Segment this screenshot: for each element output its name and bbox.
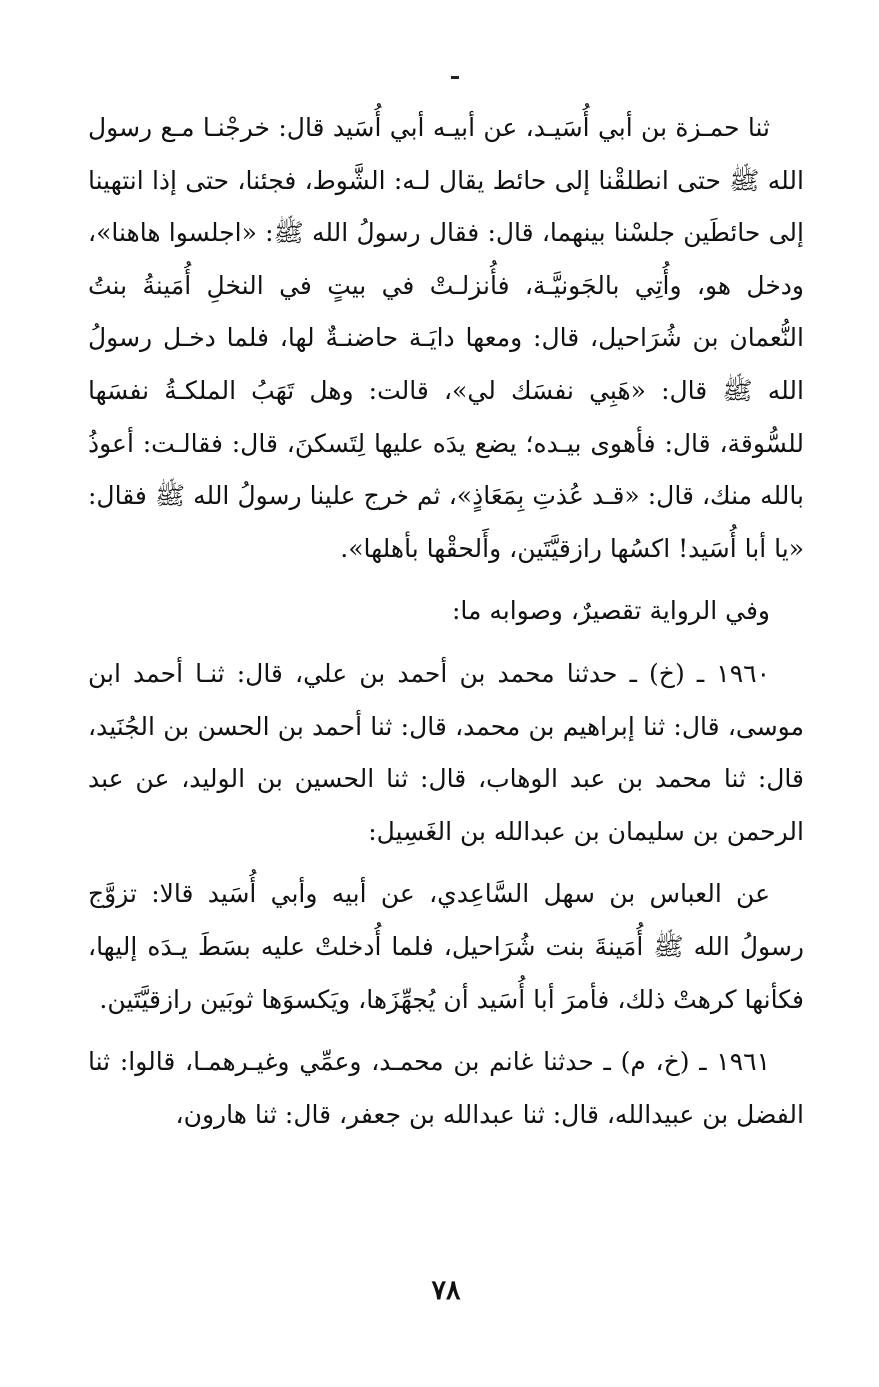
header-mark	[451, 76, 459, 79]
document-page	[88, 60, 804, 1370]
body-text	[88, 102, 804, 1141]
paragraph-hadith-text-2: عن العباس بن سهل السَّاعِدي، عن أبيه وأبي أُسَيد قالا: تزوَّج رسولُ الله ﷺ أُمَينةَ بنت شُرَاحيل، فلما أُدخلتْ عليه بسَطَ يـدَه إليها، فكأنها كرهتْ ذلك، فأمرَ أبا أُسَيد أن يُجهِّزَها، ويَكسوَها ثوبَين رازقيَّتَين.	[88, 879, 804, 1014]
paragraph-hadith-1961: ١٩٦١ ـ (خ، م) ـ حدثنا غانم بن محمـد، وعمِّي وغيـرهمـا، قالوا: ثنا الفضل بن عبيدالله، قال: ثنا عبدالله بن جعفر، قال: ثنا هارون،	[88, 1047, 804, 1129]
paragraph-hadith-1960: ١٩٦٠ ـ (خ) ـ حدثنا محمد بن أحمد بن علي، قال: ثنـا أحمد ابن موسى، قال: ثنا إبراهيم بن محمد، قال: ثنا أحمد بن الحسن بن الجُنَيد، قال: ثنا محمد بن عبد الوهاب، قال: ثنا الحسين بن الوليد، عن عبد الرحمن بن سليمان بن عبدالله بن الغَسِيل:	[88, 658, 804, 846]
paragraph-hadith-text: ثنا حمـزة بن أبي أُسَيـد، عن أبيـه أبي أُسَيد قال: خرجْنـا مـع رسول الله ﷺ حتى انطلقْنا إلى حائط يقال لـه: الشَّوط، فجئنا، حتى إذا انتهينا إلى حائطَين جلسْنا بينهما، قال: فقال رسولُ الله ﷺ: «اجلسوا هاهنا»، ودخل هو، وأُتِي بالجَونيَّـة، فأُنزلـتْ في بيتٍ في النخلِ أُمَينةُ بنتُ النُّعمان بن شُرَاحيل، قال: ومعها دايَـة حاضنـةٌ لها، فلما دخـل رسولُ الله ﷺ قال: «هَبِي نفسَك لي»، قالت: وهل تَهَبُ الملكـةُ نفسَها للسُّوقة، قال: فأهوى بيـده؛ يضع يدَه عليها لِتَسكنَ، قال: فقالـت: أعوذُ بالله منك، قال: «قـد عُذتِ بِمَعَاذٍ»، ثم خرج علينا رسولُ الله ﷺ فقال: «يا أبا أُسَيد! اكسُها رازقيَّتَين، وأَلحقْها بأهلها».	[88, 113, 804, 563]
paragraph-note: وفي الرواية تقصيرٌ، وصوابه ما:	[451, 596, 770, 626]
page-number: ٧٨	[431, 1275, 461, 1306]
